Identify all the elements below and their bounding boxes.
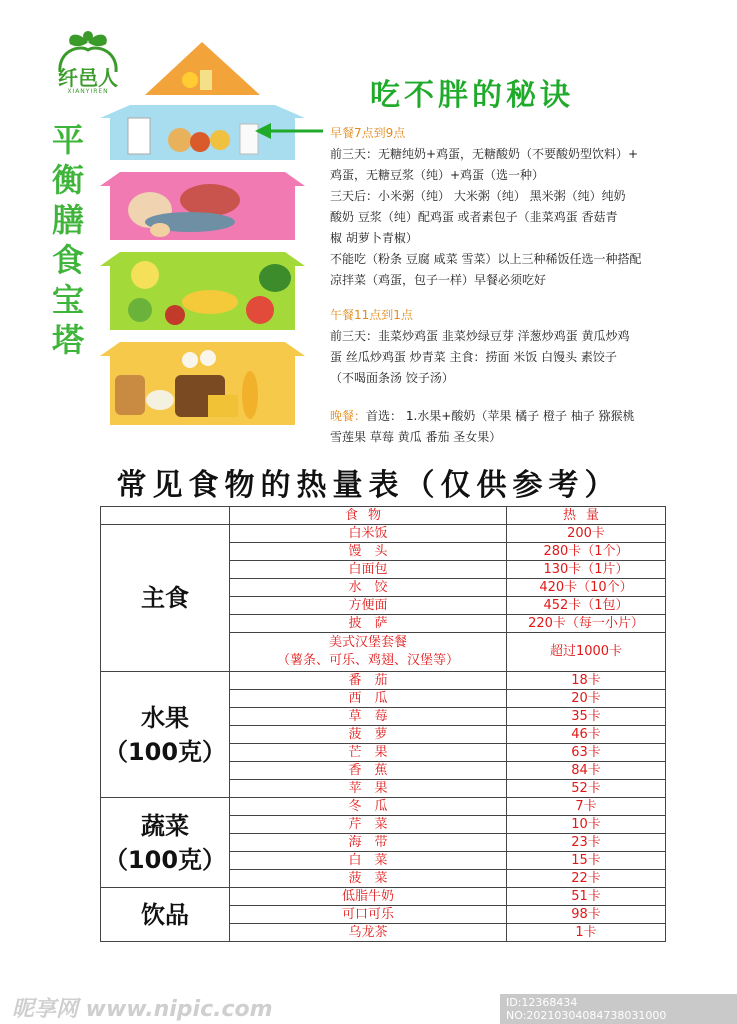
- food-calories: 130卡（1片）: [507, 561, 666, 579]
- food-name: 可口可乐: [230, 906, 507, 924]
- lunch-text: [330, 326, 725, 389]
- breakfast-line: 酸奶 豆浆（纯）配鸡蛋 或者素包子（韭菜鸡蛋 香菇青: [330, 210, 618, 224]
- category-unit: （100克）: [103, 737, 227, 766]
- food-name: 海 带: [230, 834, 507, 852]
- food-calories: 52卡: [507, 780, 666, 798]
- calorie-table-title: 常见食物的热量表（仅供参考）: [116, 468, 621, 503]
- calorie-table: [100, 506, 666, 942]
- breakfast-text: [330, 144, 725, 291]
- lunch-line: （不喝面条汤 饺子汤）: [330, 371, 454, 385]
- main-title: 吃不胖的秘诀: [370, 78, 574, 113]
- food-name: [230, 633, 507, 672]
- table-row: [101, 798, 666, 816]
- breakfast-line: 三天后：小米粥（纯） 大米粥（纯） 黑米粥（纯）纯奶: [330, 189, 626, 203]
- breakfast-title: 早餐7点到9点: [330, 126, 406, 140]
- food-name-line: （薯条、可乐、鸡翅、汉堡等）: [276, 653, 459, 668]
- vertical-title-char: 塔: [51, 321, 84, 359]
- category-vegetable: [101, 798, 230, 888]
- food-calories: 51卡: [507, 888, 666, 906]
- food-calories: 7卡: [507, 798, 666, 816]
- food-calories: 46卡: [507, 726, 666, 744]
- table-header-row: [101, 507, 666, 525]
- food-calories: 15卡: [507, 852, 666, 870]
- food-name: 乌龙茶: [230, 924, 507, 942]
- vertical-title-char: 膳: [51, 201, 84, 239]
- food-name: 白面包: [230, 561, 507, 579]
- breakfast-line: 凉拌菜（鸡蛋，包子一样）早餐必须吃好: [330, 273, 547, 287]
- watermark-left: 昵享网 www.nipic.com: [12, 997, 273, 1022]
- breakfast-line: 前三天：无糖纯奶+鸡蛋，无糖酸奶（不要酸奶型饮料）+: [330, 147, 639, 161]
- food-calories: 超过1000卡: [507, 633, 666, 672]
- food-calories: 220卡（每一小片）: [507, 615, 666, 633]
- logo-text: 纤邑人: [58, 66, 118, 90]
- food-name: 方便面: [230, 597, 507, 615]
- vertical-title-char: 食: [51, 241, 84, 279]
- food-name: 水 饺: [230, 579, 507, 597]
- dinner-text: [330, 406, 725, 448]
- food-calories: 23卡: [507, 834, 666, 852]
- food-calories: 22卡: [507, 870, 666, 888]
- vertical-title: [50, 120, 86, 360]
- dinner-label: 晚餐：: [330, 409, 367, 423]
- food-calories: 84卡: [507, 762, 666, 780]
- category-name: 水果: [141, 703, 189, 732]
- breakfast-line: 不能吃（粉条 豆腐 咸菜 雪菜）以上三种稀饭任选一种搭配: [330, 252, 642, 266]
- food-name: 香 蕉: [230, 762, 507, 780]
- vertical-title-char: 平: [51, 121, 84, 159]
- food-pyramid-illustration: [100, 40, 305, 430]
- food-name: 菠 萝: [230, 726, 507, 744]
- logo-subtext: XIANYIREN: [67, 88, 109, 95]
- arrow-left-icon: [255, 121, 325, 141]
- category-fruit: [101, 672, 230, 798]
- table-header-empty: [101, 507, 230, 525]
- food-calories: 10卡: [507, 816, 666, 834]
- food-calories: 280卡（1个）: [507, 543, 666, 561]
- dinner-line: 首选： 1.水果+酸奶（苹果 橘子 橙子 柚子 猕猴桃: [366, 409, 635, 423]
- food-name: 白 菜: [230, 852, 507, 870]
- food-calories: 35卡: [507, 708, 666, 726]
- breakfast-line: 椒 胡萝卜青椒）: [330, 231, 418, 245]
- food-calories: 200卡: [507, 525, 666, 543]
- food-name: 番 茄: [230, 672, 507, 690]
- food-name: 低脂牛奶: [230, 888, 507, 906]
- food-name: 披 萨: [230, 615, 507, 633]
- category-unit: （100克）: [103, 845, 227, 874]
- category-drink: 饮品: [101, 888, 230, 942]
- table-row: [101, 525, 666, 543]
- dinner-line: 雪莲果 草莓 黄瓜 番茄 圣女果）: [330, 430, 502, 444]
- breakfast-line: 鸡蛋，无糖豆浆（纯）+鸡蛋（选一种）: [330, 168, 545, 182]
- food-calories: 420卡（10个）: [507, 579, 666, 597]
- food-name: 馒 头: [230, 543, 507, 561]
- category-staple: 主食: [101, 525, 230, 672]
- food-name: 草 莓: [230, 708, 507, 726]
- food-calories: 63卡: [507, 744, 666, 762]
- table-row: [101, 888, 666, 906]
- watermark-right: ID:12368434 NO:20210304084738031000: [500, 994, 737, 1024]
- food-name: 白米饭: [230, 525, 507, 543]
- food-name: 菠 菜: [230, 870, 507, 888]
- food-name: 冬 瓜: [230, 798, 507, 816]
- food-calories: 20卡: [507, 690, 666, 708]
- table-row: [101, 672, 666, 690]
- food-name: 西 瓜: [230, 690, 507, 708]
- food-calories: 1卡: [507, 924, 666, 942]
- lunch-line: 前三天：韭菜炒鸡蛋 韭菜炒绿豆芽 洋葱炒鸡蛋 黄瓜炒鸡: [330, 329, 630, 343]
- vertical-title-char: 宝: [51, 281, 84, 319]
- food-name-line: 美式汉堡套餐: [328, 635, 407, 650]
- food-calories: 98卡: [507, 906, 666, 924]
- food-calories: 452卡（1包）: [507, 597, 666, 615]
- table-header-calories: 热量: [507, 507, 666, 525]
- lunch-line: 蛋 丝瓜炒鸡蛋 炒青菜 主食：捞面 米饭 白馒头 素饺子: [330, 350, 617, 364]
- food-calories: 18卡: [507, 672, 666, 690]
- food-name: 苹 果: [230, 780, 507, 798]
- food-name: 芒 果: [230, 744, 507, 762]
- category-name: 蔬菜: [141, 811, 189, 840]
- table-header-food: 食物: [230, 507, 507, 525]
- vertical-title-char: 衡: [51, 161, 84, 199]
- food-name: 芹 菜: [230, 816, 507, 834]
- lunch-title: 午餐11点到1点: [330, 308, 413, 322]
